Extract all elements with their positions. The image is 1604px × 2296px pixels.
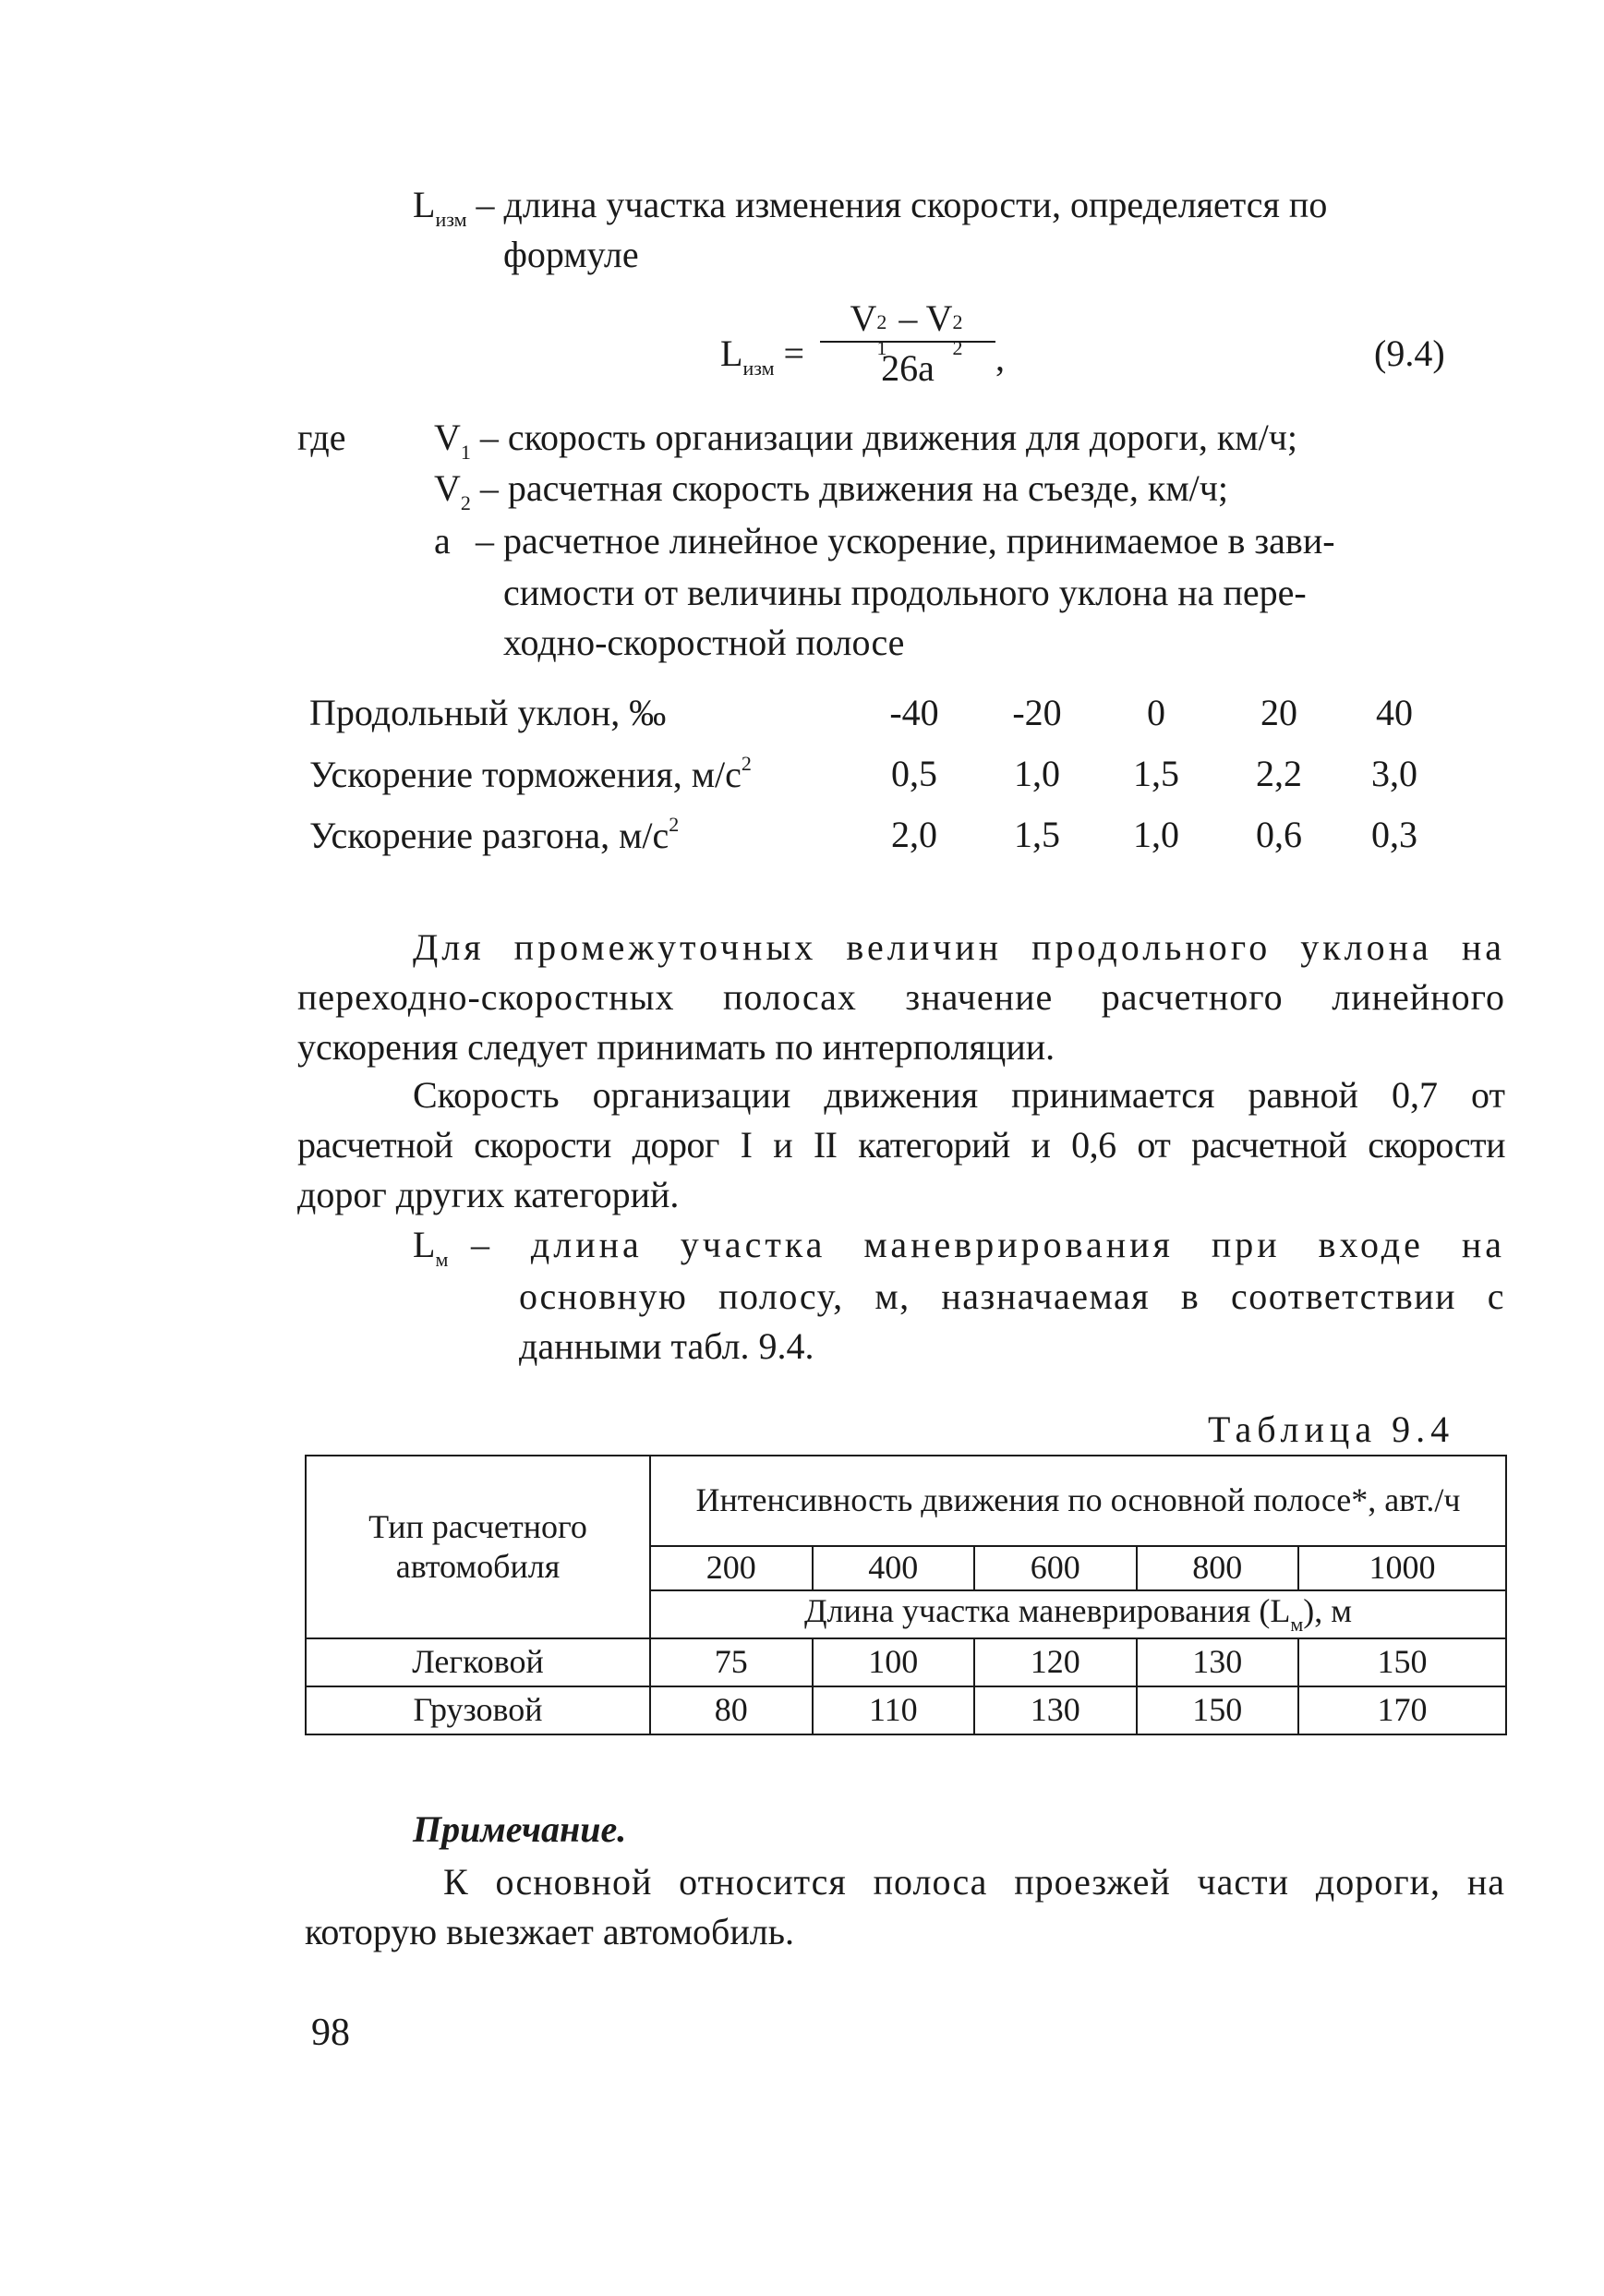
lm-subscript: м xyxy=(435,1248,449,1271)
where-a-line-1: – расчетное линейное ускорение, принимаемое в зави- xyxy=(476,520,1335,562)
para-1-line-1: Для промежуточных величин продольного уклона на xyxy=(413,926,1505,968)
formula-comma: , xyxy=(995,337,1005,379)
v2-definition: – расчетная скорость движения на съезде, км/ч; xyxy=(479,467,1228,509)
length-cell: 130 xyxy=(974,1686,1137,1734)
lm-line-3: данными табл. 9.4. xyxy=(519,1325,814,1367)
acceleration-value: 0,3 xyxy=(1371,814,1417,855)
header-maneuver-length xyxy=(650,1590,1506,1638)
para-2-line-3: дорог других категорий. xyxy=(297,1174,680,1215)
num-v2-sub: 2 xyxy=(952,336,963,359)
where-v2 xyxy=(434,465,1228,517)
intensity-value: 400 xyxy=(813,1546,975,1590)
v1-symbol: V xyxy=(434,417,461,458)
table-row xyxy=(306,1638,1506,1686)
def-lizm-line-1 xyxy=(413,181,1327,234)
intensity-value: 1000 xyxy=(1298,1546,1506,1590)
para-2-line-2: расчетной скорости дорог I и II категорий и 0,6 от расчетной скорости xyxy=(297,1124,1505,1166)
v1-definition: – скорость организации движения для дороги, км/ч; xyxy=(479,417,1297,458)
num-v1-sup: 2 xyxy=(876,310,887,333)
braking-row-label xyxy=(309,752,752,796)
lm-symbol-letter: L xyxy=(413,1224,436,1265)
where-v1 xyxy=(434,414,1297,466)
formula-number: (9.4) xyxy=(1374,332,1445,374)
length-cell: 110 xyxy=(813,1686,975,1734)
braking-label-text: Ускорение торможения, м/с xyxy=(309,754,742,795)
where-a-symbol: a xyxy=(434,520,451,562)
braking-value: 0,5 xyxy=(891,753,937,794)
def-lizm-line-2: формуле xyxy=(503,234,639,275)
num-v2: V xyxy=(925,297,953,339)
slope-row-label: Продольный уклон, ‰ xyxy=(309,692,667,733)
lm-symbol xyxy=(413,1221,448,1274)
vehicle-type-cell: Грузовой xyxy=(306,1686,650,1734)
where-label: где xyxy=(297,417,346,458)
slope-value: -40 xyxy=(889,692,939,733)
slope-value: 0 xyxy=(1147,692,1165,733)
acceleration-value: 1,0 xyxy=(1133,814,1179,855)
table-row xyxy=(306,1686,1506,1734)
lm-line-1: – длина участка маневрирования при входе на xyxy=(471,1224,1505,1265)
v1-subscript: 1 xyxy=(460,441,471,464)
formula-denominator: 26a xyxy=(881,347,935,389)
intensity-value: 200 xyxy=(650,1546,813,1590)
num-v2-sup: 2 xyxy=(952,310,963,333)
v2-symbol: V xyxy=(434,467,461,509)
length-cell: 100 xyxy=(813,1638,975,1686)
acceleration-row-label xyxy=(309,813,679,857)
length-cell: 75 xyxy=(650,1638,813,1686)
braking-row xyxy=(309,752,1468,807)
lizm-definition-text: – длина участка изменения скорости, определяется по xyxy=(476,184,1328,225)
where-a-line-3: ходно-скоростной полосе xyxy=(503,622,905,663)
braking-label-sup: 2 xyxy=(741,752,752,775)
slope-row xyxy=(309,691,1468,746)
acceleration-value: 2,0 xyxy=(891,814,937,855)
formula-lhs xyxy=(720,330,804,382)
v2-subscript: 2 xyxy=(460,491,471,514)
intensity-value: 600 xyxy=(974,1546,1137,1590)
formula-equals: = xyxy=(783,332,805,374)
braking-value: 1,0 xyxy=(1014,753,1060,794)
where-a-line-2: симости от величины продольного уклона на пере- xyxy=(503,572,1307,613)
acceleration-value: 0,6 xyxy=(1256,814,1302,855)
length-cell: 170 xyxy=(1298,1686,1506,1734)
length-cell: 150 xyxy=(1298,1638,1506,1686)
note-title: Примечание. xyxy=(413,1808,627,1850)
num-minus: – xyxy=(898,297,918,339)
length-cell: 130 xyxy=(1137,1638,1299,1686)
acceleration-row xyxy=(309,813,1468,868)
para-1-line-3: ускорения следует принимать по интерполяции. xyxy=(297,1026,1055,1068)
length-header-sub: м xyxy=(1290,1613,1304,1637)
header-intensity: Интенсивность движения по основной полосе*, авт./ч xyxy=(650,1456,1506,1546)
header-vehicle-type: Тип расчетного автомобиля xyxy=(306,1456,650,1638)
slope-value: 20 xyxy=(1260,692,1297,733)
acceleration-label-text: Ускорение разгона, м/с xyxy=(309,815,669,856)
length-cell: 120 xyxy=(974,1638,1137,1686)
para-2-line-1: Скорость организации движения принимается равной 0,7 от xyxy=(413,1074,1505,1116)
formula-lhs-subscript: изм xyxy=(742,356,775,380)
intensity-value: 800 xyxy=(1137,1546,1299,1590)
acceleration-value: 1,5 xyxy=(1014,814,1060,855)
note-line-2: которую выезжает автомобиль. xyxy=(305,1911,794,1952)
lizm-symbol: L xyxy=(413,184,436,225)
num-v1: V xyxy=(850,297,877,339)
length-cell: 150 xyxy=(1137,1686,1299,1734)
slope-value: 40 xyxy=(1376,692,1413,733)
table-caption: Таблица 9.4 xyxy=(1208,1408,1455,1450)
num-v1-sub: 1 xyxy=(876,336,887,359)
braking-value: 3,0 xyxy=(1371,753,1417,794)
page-number: 98 xyxy=(311,2012,350,2054)
length-cell: 80 xyxy=(650,1686,813,1734)
braking-value: 1,5 xyxy=(1133,753,1179,794)
length-header-end: ), м xyxy=(1303,1592,1353,1630)
table-9-4 xyxy=(305,1455,1507,1735)
formula-fraction xyxy=(820,297,995,389)
note-line-1: К основной относится полоса проезжей части дороги, на xyxy=(443,1861,1505,1903)
slope-value: -20 xyxy=(1012,692,1062,733)
formula-lhs-symbol: L xyxy=(720,332,743,374)
lm-line-2: основную полосу, м, назначаемая в соответствии с xyxy=(519,1275,1505,1317)
braking-value: 2,2 xyxy=(1256,753,1302,794)
length-header-text: Длина участка маневрирования (L xyxy=(803,1592,1291,1630)
formula-numerator xyxy=(820,297,995,359)
lizm-subscript: изм xyxy=(435,208,467,231)
para-1-line-2: переходно-скоростных полосах значение расчетного линейного xyxy=(297,976,1505,1018)
acceleration-label-sup: 2 xyxy=(669,813,680,836)
vehicle-type-cell: Легковой xyxy=(306,1638,650,1686)
